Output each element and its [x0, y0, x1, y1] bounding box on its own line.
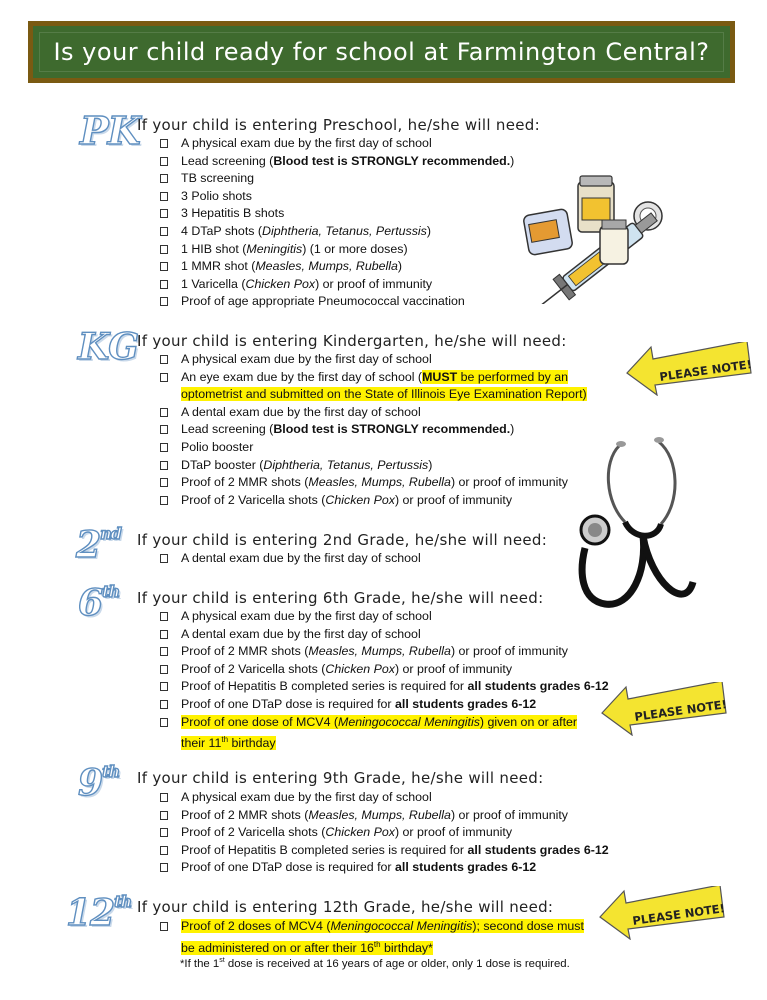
checkbox-icon[interactable] [160, 647, 168, 656]
section-heading-6th: If your child is entering 6th Grade, he/she will need: [137, 589, 544, 607]
section-heading-kg: If your child is entering Kindergarten, he/she will need: [137, 332, 567, 350]
checkbox-icon[interactable] [160, 612, 168, 621]
grade-label-2nd: 2nd [76, 524, 121, 566]
stethoscope-icon [575, 432, 703, 622]
list-item: A dental exam due by the first day of school [160, 626, 609, 644]
checklist-pk [160, 135, 514, 311]
list-item: 1 MMR shot (Measles, Mumps, Rubella) [160, 258, 514, 276]
please-note-arrow-kg [625, 342, 755, 396]
checkbox-icon[interactable] [160, 554, 168, 563]
checklist-12th [160, 918, 584, 957]
list-item: A dental exam due by the first day of school [160, 550, 421, 568]
list-item: Proof of one DTaP dose is required for all students grades 6-12 [160, 696, 609, 714]
list-item: Proof of 2 MMR shots (Measles, Mumps, Rubella) or proof of immunity [160, 643, 609, 661]
checkbox-icon[interactable] [160, 846, 168, 855]
checklist-kg [160, 351, 587, 509]
checkbox-icon[interactable] [160, 280, 168, 289]
checkbox-icon[interactable] [160, 461, 168, 470]
list-item: TB screening [160, 170, 514, 188]
checkbox-icon[interactable] [160, 139, 168, 148]
list-item: Proof of one dose of MCV4 (Meningococcal Meningitis) given on or after [160, 714, 609, 732]
checkbox-icon[interactable] [160, 718, 168, 727]
title-banner [28, 21, 735, 83]
please-note-arrow-6th [600, 682, 730, 736]
list-item: be administered on or after their 16th birthday* [181, 939, 433, 955]
please-note-arrow-12th [598, 886, 728, 940]
checkbox-icon[interactable] [160, 245, 168, 254]
page-title: Is your child ready for school at Farmington Central? [53, 38, 710, 66]
list-item: Proof of 2 MMR shots (Measles, Mumps, Rubella) or proof of immunity [160, 807, 609, 825]
checkbox-icon[interactable] [160, 478, 168, 487]
checklist-2nd [160, 550, 421, 568]
list-item: A dental exam due by the first day of school [160, 404, 587, 422]
list-item: A physical exam due by the first day of school [160, 789, 609, 807]
list-item: 4 DTaP shots (Diphtheria, Tetanus, Pertussis) [160, 223, 514, 241]
list-item: An eye exam due by the first day of school (MUST be performed by an [160, 369, 587, 387]
section-heading-2nd: If your child is entering 2nd Grade, he/she will need: [137, 531, 548, 549]
please-note-label: PLEASE NOTE! [631, 901, 726, 928]
list-item: Proof of age appropriate Pneumococcal vaccination [160, 293, 514, 311]
checkbox-icon[interactable] [160, 192, 168, 201]
checkbox-icon[interactable] [160, 297, 168, 306]
list-item: Proof of Hepatitis B completed series is required for all students grades 6-12 [160, 842, 609, 860]
list-item: Proof of one DTaP dose is required for all students grades 6-12 [160, 859, 609, 877]
checkbox-icon[interactable] [160, 496, 168, 505]
list-item: Proof of 2 doses of MCV4 (Meningococcal Meningitis); second dose must [160, 918, 584, 936]
list-item: Proof of 2 Varicella shots (Chicken Pox) or proof of immunity [160, 824, 609, 842]
grade-label-6th: 6th [78, 582, 120, 624]
checkbox-icon[interactable] [160, 262, 168, 271]
list-item: 1 HIB shot (Meningitis) (1 or more doses) [160, 241, 514, 259]
checkbox-icon[interactable] [160, 408, 168, 417]
checkbox-icon[interactable] [160, 227, 168, 236]
checkbox-icon[interactable] [160, 425, 168, 434]
vaccine-vials-icon [508, 172, 678, 304]
checkbox-icon[interactable] [160, 811, 168, 820]
list-item: A physical exam due by the first day of school [160, 135, 514, 153]
list-item: DTaP booster (Diphtheria, Tetanus, Pertussis) [160, 457, 587, 475]
section-heading-9th: If your child is entering 9th Grade, he/she will need: [137, 769, 544, 787]
checkbox-icon[interactable] [160, 157, 168, 166]
list-item: Proof of 2 Varicella shots (Chicken Pox) or proof of immunity [160, 492, 587, 510]
checkbox-icon[interactable] [160, 355, 168, 364]
checkbox-icon[interactable] [160, 682, 168, 691]
list-item: 3 Polio shots [160, 188, 514, 206]
checkbox-icon[interactable] [160, 630, 168, 639]
list-item: A physical exam due by the first day of school [160, 351, 587, 369]
checkbox-icon[interactable] [160, 793, 168, 802]
checkbox-icon[interactable] [160, 665, 168, 674]
checkbox-icon[interactable] [160, 700, 168, 709]
please-note-label: PLEASE NOTE! [658, 357, 753, 384]
list-item: 1 Varicella (Chicken Pox) or proof of immunity [160, 276, 514, 294]
grade-label-kg: KG [78, 326, 139, 368]
grade-label-12th: 12th [66, 892, 132, 934]
checkbox-icon[interactable] [160, 828, 168, 837]
please-note-label: PLEASE NOTE! [633, 697, 728, 724]
list-item: optometrist and submitted on the State of Illinois Eye Examination Report) [181, 387, 587, 402]
section-heading-12th: If your child is entering 12th Grade, he/she will need: [137, 898, 554, 916]
section-heading-pk: If your child is entering Preschool, he/she will need: [137, 116, 540, 134]
checkbox-icon[interactable] [160, 922, 168, 931]
grade-label-9th: 9th [78, 762, 120, 804]
checklist-9th [160, 789, 609, 877]
checkbox-icon[interactable] [160, 174, 168, 183]
checkbox-icon[interactable] [160, 373, 168, 382]
list-item: Proof of Hepatitis B completed series is required for all students grades 6-12 [160, 678, 609, 696]
list-item: Polio booster [160, 439, 587, 457]
footnote: *If the 1st dose is received at 16 years of age or older, only 1 dose is required. [180, 957, 570, 970]
list-item: Proof of 2 MMR shots (Measles, Mumps, Rubella) or proof of immunity [160, 474, 587, 492]
list-item: A physical exam due by the first day of school [160, 608, 609, 626]
checkbox-icon[interactable] [160, 863, 168, 872]
list-item: Lead screening (Blood test is STRONGLY recommended.) [160, 153, 514, 171]
list-item: 3 Hepatitis B shots [160, 205, 514, 223]
grade-label-pk: PK [80, 108, 140, 153]
list-item: Proof of 2 Varicella shots (Chicken Pox) or proof of immunity [160, 661, 609, 679]
checkbox-icon[interactable] [160, 443, 168, 452]
checkbox-icon[interactable] [160, 209, 168, 218]
list-item: Lead screening (Blood test is STRONGLY recommended.) [160, 421, 587, 439]
list-item: their 11th birthday [181, 735, 276, 751]
checklist-6th [160, 608, 609, 753]
